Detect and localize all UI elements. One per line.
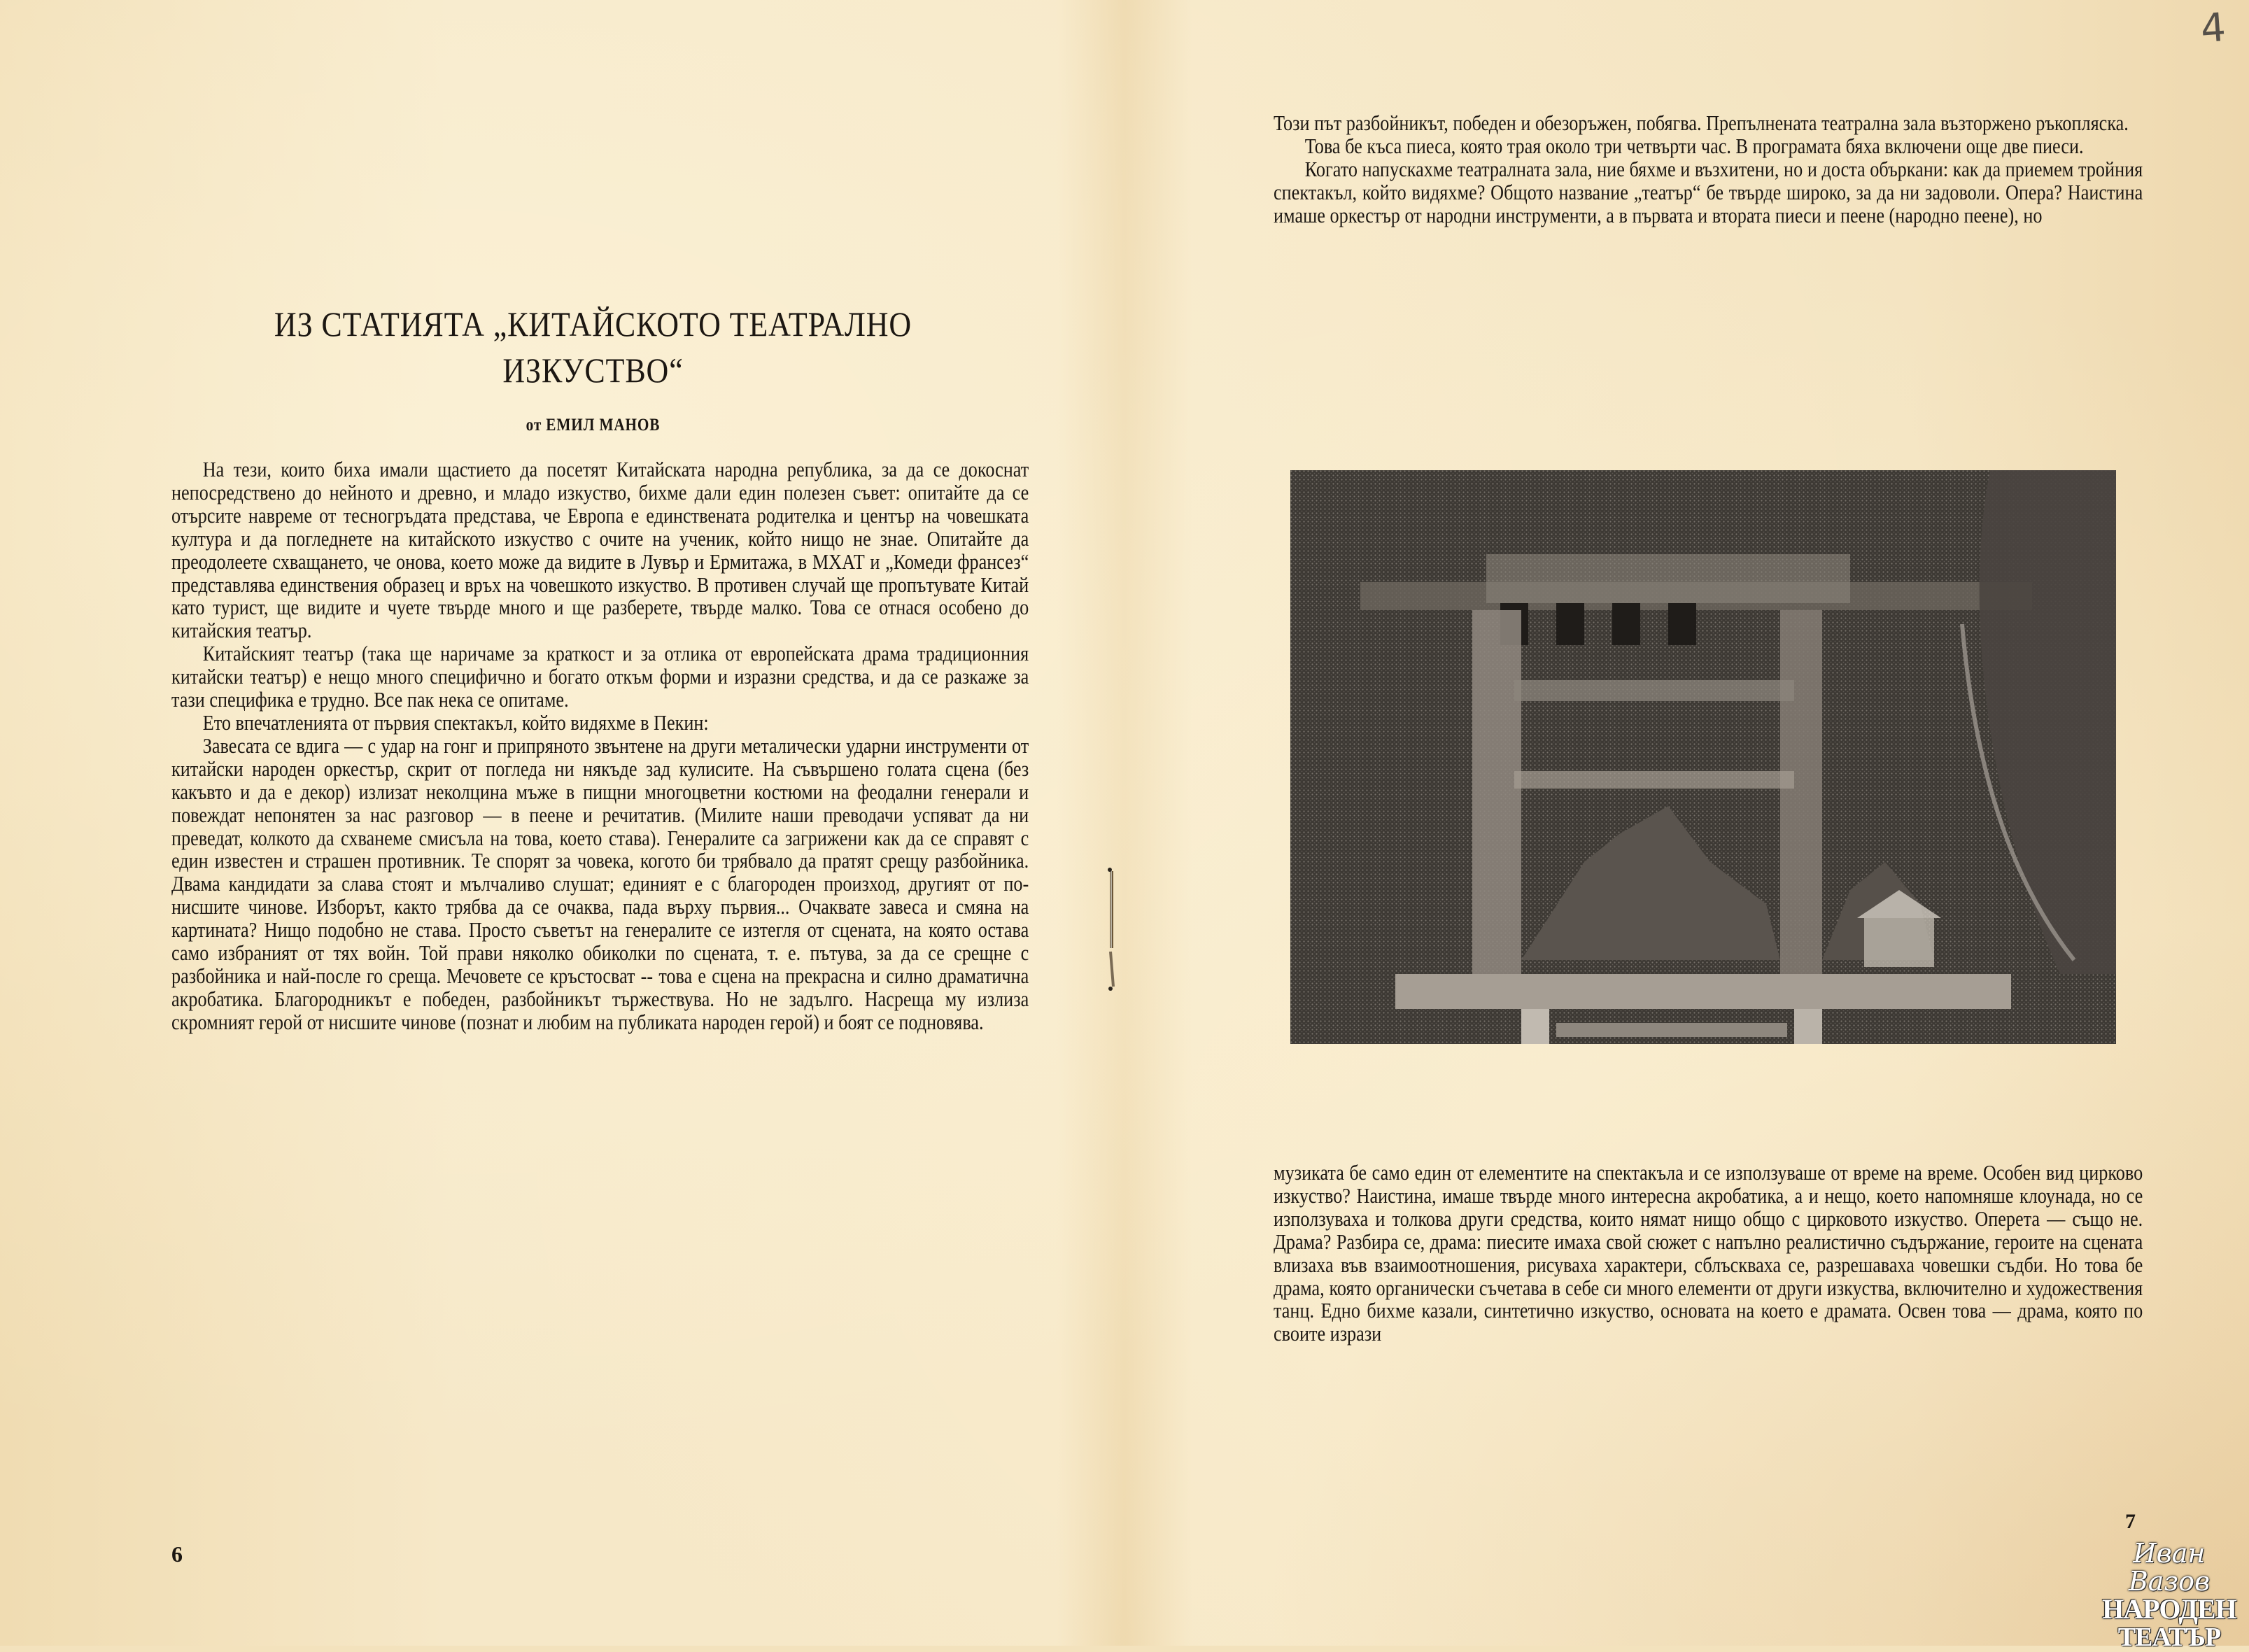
left-page — [0, 0, 1120, 1646]
stage-scene-photo — [1290, 470, 2116, 1044]
page-number-right: 7 — [2125, 1510, 2136, 1533]
paragraph: Завесата се вдига — с удар на гонг и припряното звънтене на други металически ударни инструменти от китайски народен оркестър, скрит от погледа ни някъде зад кулисите. На съвършено голата сцена (без какъвто и да е декор) излизат неколцина мъже в пищни многоцветни костюми на феодални генерали и повеждат непонятен за нас разговор — в пеене и речитатив. (Милите наши преводачи успяват да ни преведат, колкото да схванеме смисъла на това, което става). Генералите са загрижени как да се справят с един известен и страшен противник. Те спорят за човека, когото би трябвало да пратят срещу разбойника. Двама кандидати за слава стоят и мълчаливо слушат; единият е с благороден произход, другият от по-нисшите чинове. Изборът, както трябва да се очаква, пада върху първия... Очаквате завеса и смяна на картината? Нищо подобно не става. Просто съветът на генералите се изтегля от сцената, на която остава само избраният от тях войн. Той прави няколко обиколки по сцената, т. е. пътува, за да се срещне с разбойника и най-после го среща. Мечовете се кръстосват -- това е сцена на прекрасна и силно драматична акробатика. Благородникът е победен, разбойникът тържествува. Но не задълго. Насреща му излиза скромният герой от нисшите чинове (познат и любим на публиката народен герой) и боят се подновява. — [171, 733, 1029, 1034]
paragraph: Това бе къса пиеса, която трая около три четвърти час. В програмата бяха включени още две пиеси. — [1304, 134, 2084, 158]
handwritten-archive-number: 4 — [2199, 4, 2227, 52]
article-title-line-2: ИЗКУСТВО“ — [502, 351, 684, 390]
paragraph: Ето впечатленията от първия спектакъл, който видяхме в Пекин: — [202, 710, 709, 735]
logo-line-1: НАРОДЕН — [2102, 1593, 2236, 1625]
paragraph: музиката бе само един от елементите на спектакъла и се използуваше от време на време. Особен вид цирково изкуство? Наистина, имаше твърде много интересна акробатика, а и нещо, което напомняше клоунада, но се използуваха и толкова други средства, които нямат нищо общо с цирковото изкуство. Оперета — също не. Драма? Разбира се, драма: пиесите имаха свой сюжет с напълно реалистично съдържание, героите на сцената влизаха във взаимоотношения, рисуваха характери, сблъскваха се, разрешаваха човешки съдби. Но това бе драма, която органически съчетава в себе си много елементи от други изкуства, включително и художествения танц. Едно бихме казали, синтетично изкуство, основата на което е драмата. Освен това — драма, която по своите изрази — [1274, 1161, 2143, 1346]
logo-line-2: ТЕАТЪР — [2117, 1623, 2221, 1652]
right-column-bottom — [1274, 1162, 2143, 1346]
paragraph: Китайският театър (така ще наричаме за краткост и за отлика от европейската драма традиционния китайски театър) е нещо много специфично и богато откъм форми и изразни средства, и да се разкаже за тази специфика е трудно. Все пак нека се опитаме. — [171, 642, 1029, 712]
left-column-body — [171, 458, 1029, 1034]
logo-signature: Иван Вазов — [2128, 1538, 2211, 1597]
paragraph: Когато напускахме театралната зала, ние бяхме и възхитени, но и доста объркани: как да приемем тройния спектакъл, който видяхме? Общото название „театър“ бе твърде широко, за да ни задоволи. Опера? Наистина имаше оркестър от народни инструменти, а в първата и втората пиеси и пеене (народно пеене), но — [1274, 157, 2143, 227]
photo-illustration — [1290, 470, 2116, 1044]
article-header — [157, 301, 1029, 435]
article-byline: от ЕМИЛ МАНОВ — [526, 416, 661, 435]
paragraph: На тези, които биха имали щастието да посетят Китайската народна република, за да се докоснат непосредствено до нейното и древно, и младо изкуство, бихме дали един полезен съвет: опитайте да се отърсите навреме от тесногръдата представа, че Европа е единствената родителка и център на човешката култура и да погледнете на китайското изкуство с очите на ученик, който нищо не знае. Опитайте да преодолеете схващането, че онова, което може да видите в Лувър и Ермитажа, в МХАТ и „Комеди франсез“ представлява единствения образец и връх на човешкото изкуство. В противен случай ще пропътувате Китай като турист, ще видите и чуете твърде много и ще разберете, твърде малко. Това се отнася особено до китайския театър. — [171, 458, 1029, 643]
right-column-top — [1274, 112, 2143, 227]
national-theatre-logo — [2096, 1538, 2243, 1652]
right-page — [1129, 0, 2249, 1646]
staple-icon — [1108, 857, 1116, 997]
paragraph: Този път разбойникът, победен и обезоръжен, побягва. Препълнената театрална зала възторжено ръкопляска. — [1274, 111, 2129, 135]
page-number-left: 6 — [171, 1541, 183, 1567]
article-title-line-1: ИЗ СТАТИЯТА „КИТАЙСКОТО ТЕАТРАЛНО — [274, 304, 912, 344]
